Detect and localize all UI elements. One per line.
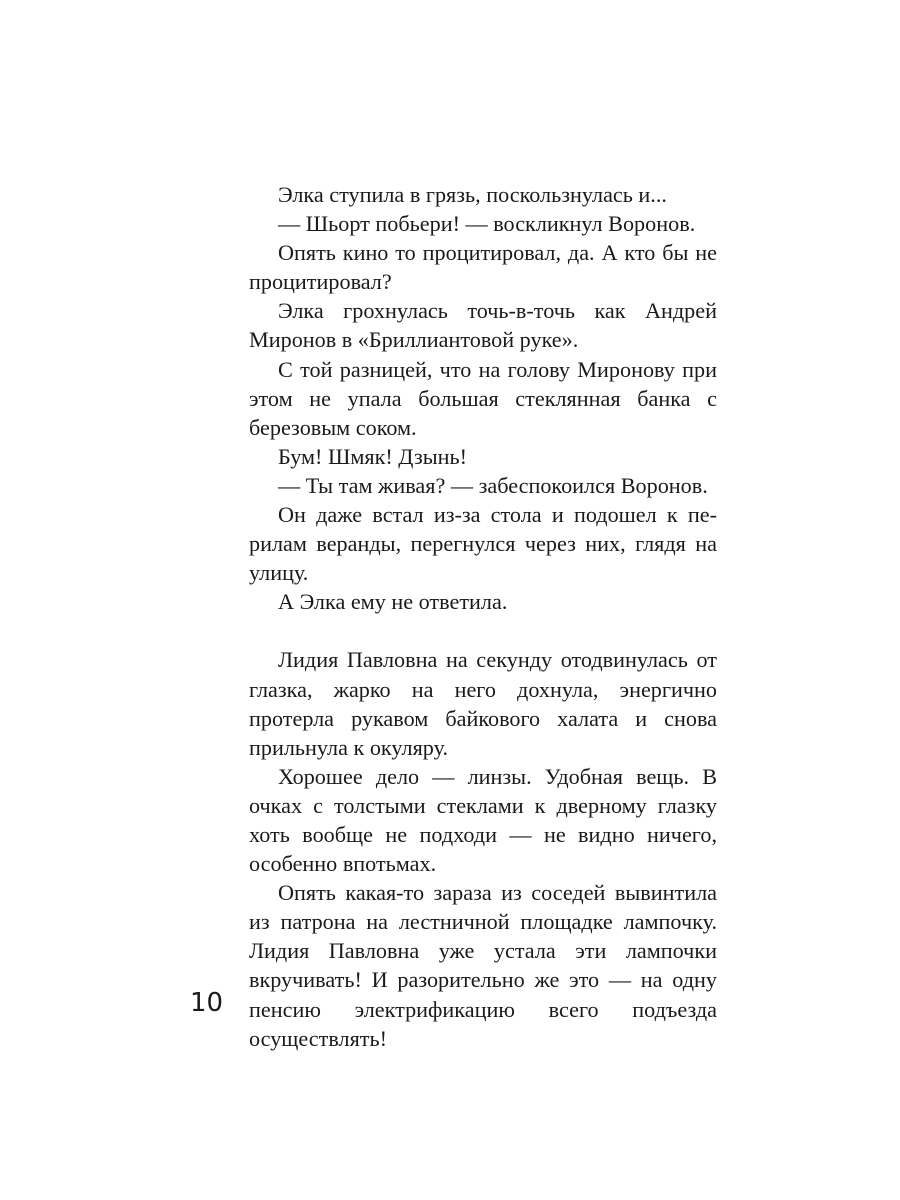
- paragraph-5: С той разницей, что на голову Миронову при этом не упала большая стеклянная банка с березовым соком.: [249, 356, 717, 440]
- paragraph-8: Он даже встал из-за стола и подошел к перилам веранды, перегнулся через них, глядя на улицу.: [249, 502, 717, 586]
- paragraph-1: Элка ступила в грязь, поскользнулась и...: [278, 182, 667, 207]
- page-number: 10: [190, 988, 224, 1018]
- paragraph-4: Элка грохнулась точь-в-точь как Андрей Миронов в «Бриллиантовой руке».: [249, 298, 717, 353]
- paragraph-2: — Шьорт побьери! — воскликнул Воронов.: [278, 211, 696, 237]
- paragraph-11: Хорошее дело — линзы. Удобная вещь. В очках с толстыми стеклами к дверному глазку хоть вообще не подходи — не видно ничего, особенно впотьмах.: [249, 763, 717, 877]
- paragraph-3: Опять кино то процитировал, да. А кто бы не процитировал?: [249, 240, 717, 295]
- paragraph-10: Лидия Павловна на секунду отодвинулась от глазка, жарко на него дохнула, энергично протерла рукавом байкового халата и снова прильнула к окуляру.: [249, 647, 717, 760]
- body-text: [249, 180, 717, 1053]
- paragraph-7: — Ты там живая? — забеспокоился Воронов.: [278, 472, 708, 498]
- paragraph-12: Опять какая-то зараза из соседей вывинтила из патрона на лестничной площадке лампочку. Лидия Павловна уже устала эти лампочки вкручивать! И разорительно же это — на одну пенсию электрификацию всего подъезда осуществлять!: [249, 880, 717, 1051]
- paragraph-9: А Элка ему не ответила.: [278, 589, 508, 615]
- paragraph-6: Бум! Шмяк! Дзынь!: [278, 443, 468, 469]
